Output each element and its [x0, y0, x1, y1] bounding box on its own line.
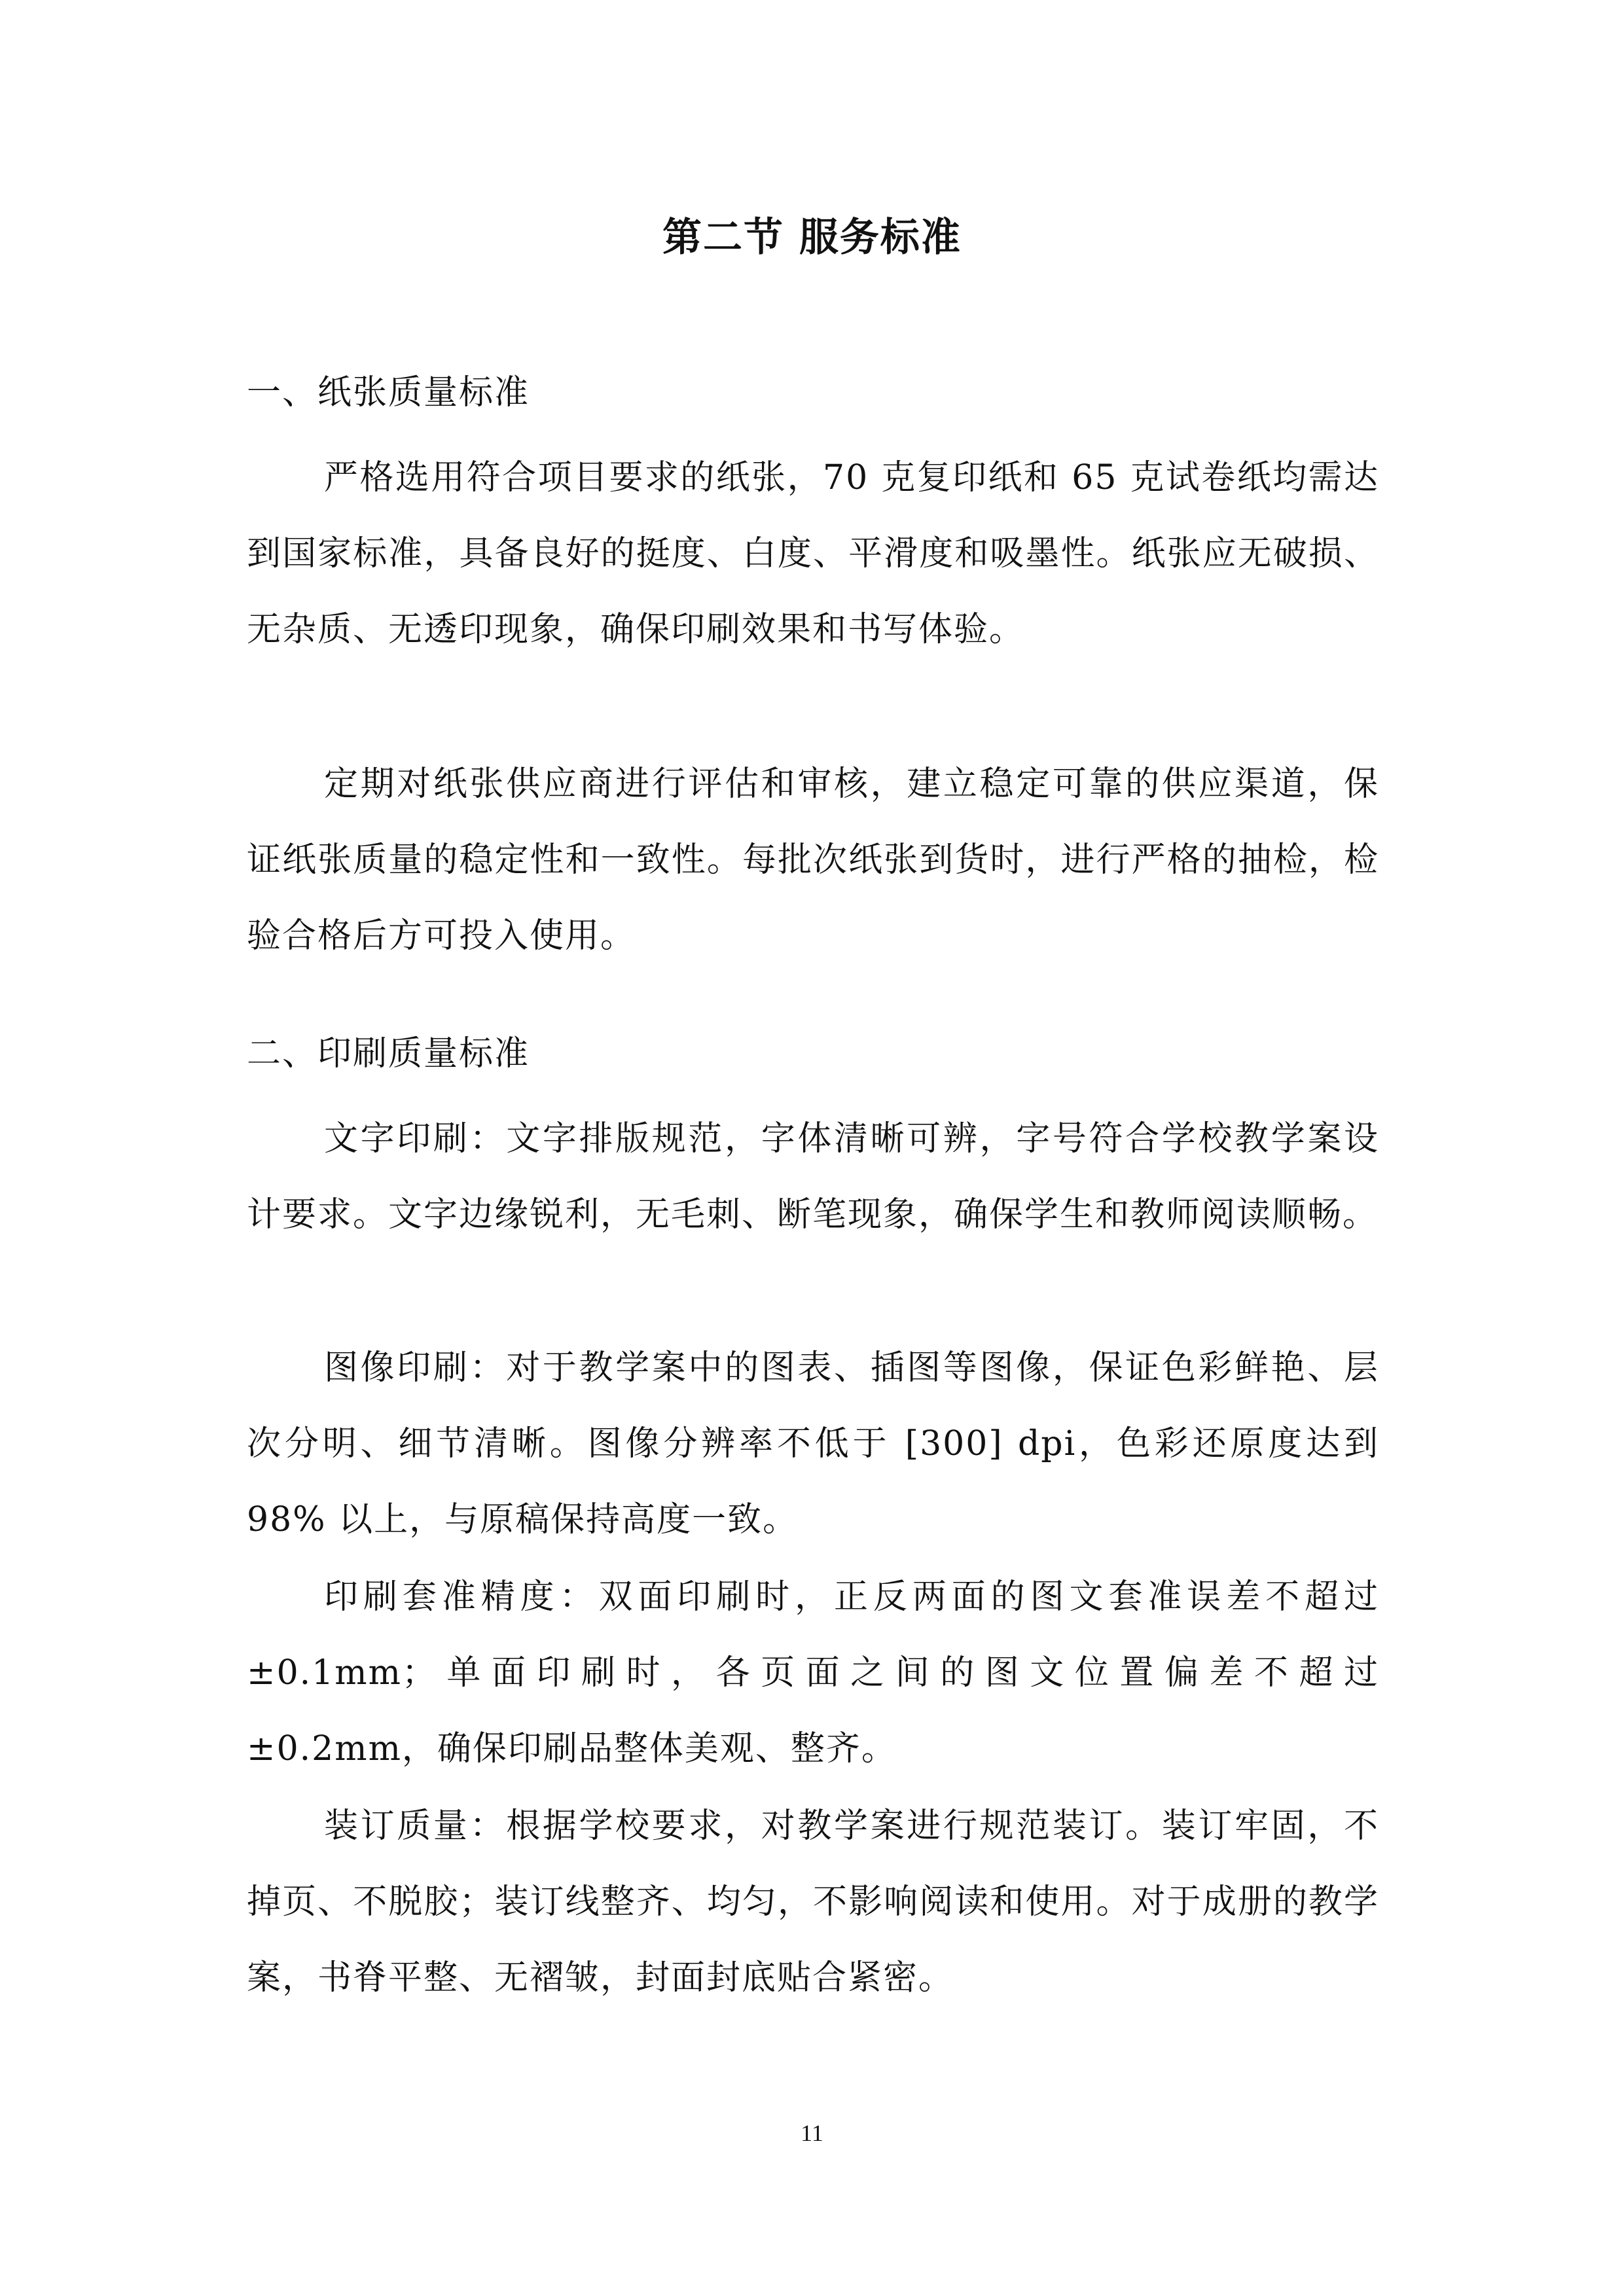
page-number: 11	[801, 2120, 823, 2146]
paragraph-text-printing: 文字印刷：文字排版规范，字体清晰可辨，字号符合学校教学案设计要求。文字边缘锐利，无毛刺、断笔现象，确保学生和教师阅读顺畅。	[247, 1119, 1379, 1234]
paragraph-paper-requirements: 严格选用符合项目要求的纸张，70 克复印纸和 65 克试卷纸均需达到国家标准，具备良好的挺度、白度、平滑度和吸墨性。纸张应无破损、无杂质、无透印现象，确保印刷效果和书写体验。	[247, 458, 1379, 649]
paragraph-binding-quality: 装订质量：根据学校要求，对教学案进行规范装订。装订牢固，不掉页、不脱胶；装订线整齐、均匀，不影响阅读和使用。对于成册的教学案，书脊平整、无褶皱，封面封底贴合紧密。	[247, 1806, 1379, 1998]
section-heading-paper: 一、纸张质量标准	[247, 373, 530, 412]
paragraph-registration-accuracy: 印刷套准精度：双面印刷时，正反两面的图文套准误差不超过 ±0.1mm；单面印刷时，各页面之间的图文位置偏差不超过 ±0.2mm，确保印刷品整体美观、整齐。	[247, 1577, 1379, 1768]
paragraph-paper-supplier: 定期对纸张供应商进行评估和审核，建立稳定可靠的供应渠道，保证纸张质量的稳定性和一致性。每批次纸张到货时，进行严格的抽检，检验合格后方可投入使用。	[247, 764, 1379, 956]
section-heading-printing: 二、印刷质量标准	[247, 1034, 530, 1073]
paragraph-image-printing: 图像印刷：对于教学案中的图表、插图等图像，保证色彩鲜艳、层次分明、细节清晰。图像分辨率不低于 [300] dpi，色彩还原度达到 98% 以上，与原稿保持高度一致。	[247, 1348, 1379, 1539]
page-title: 第二节 服务标准	[662, 215, 962, 260]
